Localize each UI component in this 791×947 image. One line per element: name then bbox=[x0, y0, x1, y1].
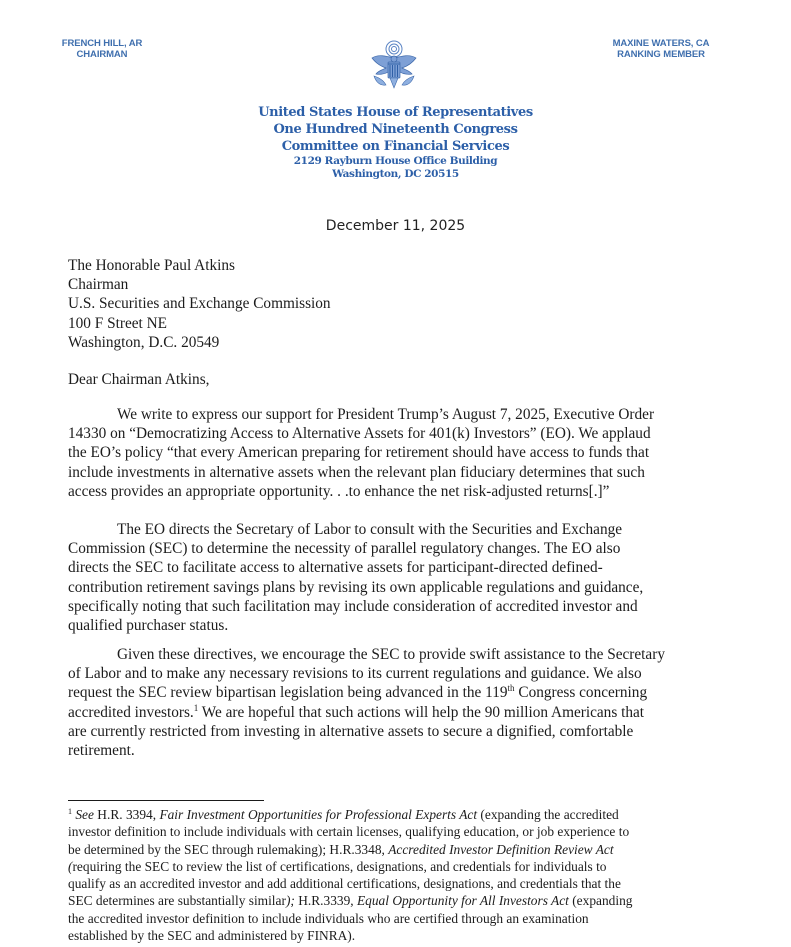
ordinal-suffix: th bbox=[507, 683, 515, 694]
footnote-text: H.R. 3394, bbox=[93, 807, 160, 822]
line-text: Congress concerning bbox=[514, 684, 648, 702]
recipient-street: 100 F Street NE bbox=[68, 314, 167, 332]
footnote-reference[interactable]: 1 bbox=[193, 702, 199, 713]
letter-date: December 11, 2025 bbox=[325, 218, 466, 234]
chairman-label bbox=[52, 38, 152, 60]
line-text: request the SEC review bipartisan legislation being advanced in the 119 bbox=[68, 684, 508, 702]
footnote-line bbox=[68, 892, 632, 909]
recipient-name: The Honorable Paul Atkins bbox=[68, 257, 235, 274]
footnote-text: SEC determines are substantially similar bbox=[68, 893, 286, 909]
paragraph-line: contribution retirement savings plans by revising its own applicable regulations and guidance, bbox=[68, 578, 644, 596]
paragraph-line: the EO’s policy “that every American preparing for retirement should have access to funds that bbox=[68, 444, 650, 462]
footnote-text: (expanding the accredited bbox=[477, 807, 619, 822]
salutation: Dear Chairman Atkins, bbox=[68, 371, 210, 388]
paragraph-line: of Labor and to make any necessary revisions to its current regulations and guidance. We also bbox=[68, 665, 642, 683]
paragraph-line: directs the SEC to facilitate access to alternative assets for participant-directed defined- bbox=[68, 559, 603, 577]
paragraph-line bbox=[68, 683, 733, 702]
great-seal-eagle-icon bbox=[366, 38, 422, 94]
footnote-1 bbox=[68, 806, 632, 944]
footnote-marker: 1 bbox=[68, 807, 72, 816]
footnote-line: investor definition to include individuals with certain licenses, qualifying education, or job experience to bbox=[68, 824, 630, 840]
footnote-text: be determined by the SEC through rulemaking); H.R.3348, bbox=[68, 841, 389, 857]
ranking-member-name: MAXINE WATERS, CA bbox=[612, 38, 710, 49]
paragraph-line: 14330 on “Democratizing Access to Alternative Assets for 401(k) Investors” (EO). We applaud bbox=[68, 425, 651, 443]
line-text: We are hopeful that such actions will help the 90 million Americans that bbox=[198, 703, 645, 721]
recipient-title: Chairman bbox=[68, 276, 129, 294]
recipient-address bbox=[68, 256, 331, 352]
letterhead-building: 2129 Rayburn House Office Building bbox=[293, 155, 498, 167]
footnote-line: the accredited investor definition to include individuals who are certified through an examination bbox=[68, 910, 589, 926]
body-paragraph-3 bbox=[68, 645, 733, 760]
footnote-text: ( bbox=[68, 858, 73, 874]
paragraph-line: Given these directives, we encourage the SEC to provide swift assistance to the Secretary bbox=[117, 646, 665, 663]
footnote-line bbox=[68, 841, 632, 858]
footnote-text: H.R.3339, bbox=[294, 893, 357, 909]
footnote-line bbox=[68, 858, 632, 875]
ranking-member-label bbox=[610, 38, 712, 60]
line-text: accredited investors. bbox=[68, 703, 194, 721]
letterhead-congress: One Hundred Nineteenth Congress bbox=[273, 122, 518, 137]
paragraph-line: access provides an appropriate opportunity. . .to enhance the net risk-adjusted returns[.]” bbox=[68, 482, 610, 500]
letterhead-house: United States House of Representatives bbox=[258, 105, 533, 120]
paragraph-line: qualified purchaser status. bbox=[68, 617, 229, 635]
footnote-signal: See bbox=[75, 807, 94, 822]
paragraph-line: include investments in alternative assets when the relevant plan fiduciary determines that such bbox=[68, 463, 645, 481]
footnote-text: ); bbox=[285, 893, 295, 909]
paragraph-line: We write to express our support for President Trump’s August 7, 2025, Executive Order bbox=[117, 406, 655, 423]
paragraph-line: are currently restricted from investing in alternative assets to secure a dignified, comfortable bbox=[68, 722, 634, 740]
body-paragraph-1 bbox=[68, 405, 733, 501]
paragraph-line: Commission (SEC) to determine the necessity of parallel regulatory changes. The EO also bbox=[68, 540, 621, 558]
footnote-line bbox=[68, 806, 632, 823]
paragraph-line bbox=[68, 703, 733, 722]
letterhead-city: Washington, DC 20515 bbox=[332, 168, 459, 180]
footnote-line: established by the SEC and administered by FINRA). bbox=[68, 928, 356, 944]
footnote-divider bbox=[68, 800, 264, 801]
body-paragraph-2 bbox=[68, 520, 733, 635]
footnote-line: qualify as an accredited investor and add additional certifications, designations, and credentials that the bbox=[68, 876, 621, 892]
ranking-member-title: RANKING MEMBER bbox=[617, 49, 705, 60]
chairman-title: CHAIRMAN bbox=[76, 49, 128, 60]
paragraph-line: specifically noting that such facilitation may include consideration of accredited investor and bbox=[68, 597, 638, 615]
recipient-agency: U.S. Securities and Exchange Commission bbox=[68, 295, 331, 313]
bill-title: Accredited Investor Definition Review Act bbox=[388, 841, 614, 857]
paragraph-line: The EO directs the Secretary of Labor to consult with the Securities and Exchange bbox=[117, 521, 623, 538]
chairman-name: FRENCH HILL, AR bbox=[61, 38, 143, 49]
letterhead bbox=[0, 104, 791, 181]
recipient-city: Washington, D.C. 20549 bbox=[68, 333, 220, 351]
footnote-text: (expanding bbox=[568, 893, 633, 909]
bill-title: Equal Opportunity for All Investors Act bbox=[356, 893, 569, 909]
bill-title: Fair Investment Opportunities for Professional Experts Act bbox=[159, 807, 478, 822]
letterhead-committee: Committee on Financial Services bbox=[281, 139, 510, 154]
paragraph-line: retirement. bbox=[68, 742, 135, 760]
footnote-text: requiring the SEC to review the list of certifications, designations, and credentials for individuals to bbox=[72, 858, 607, 874]
